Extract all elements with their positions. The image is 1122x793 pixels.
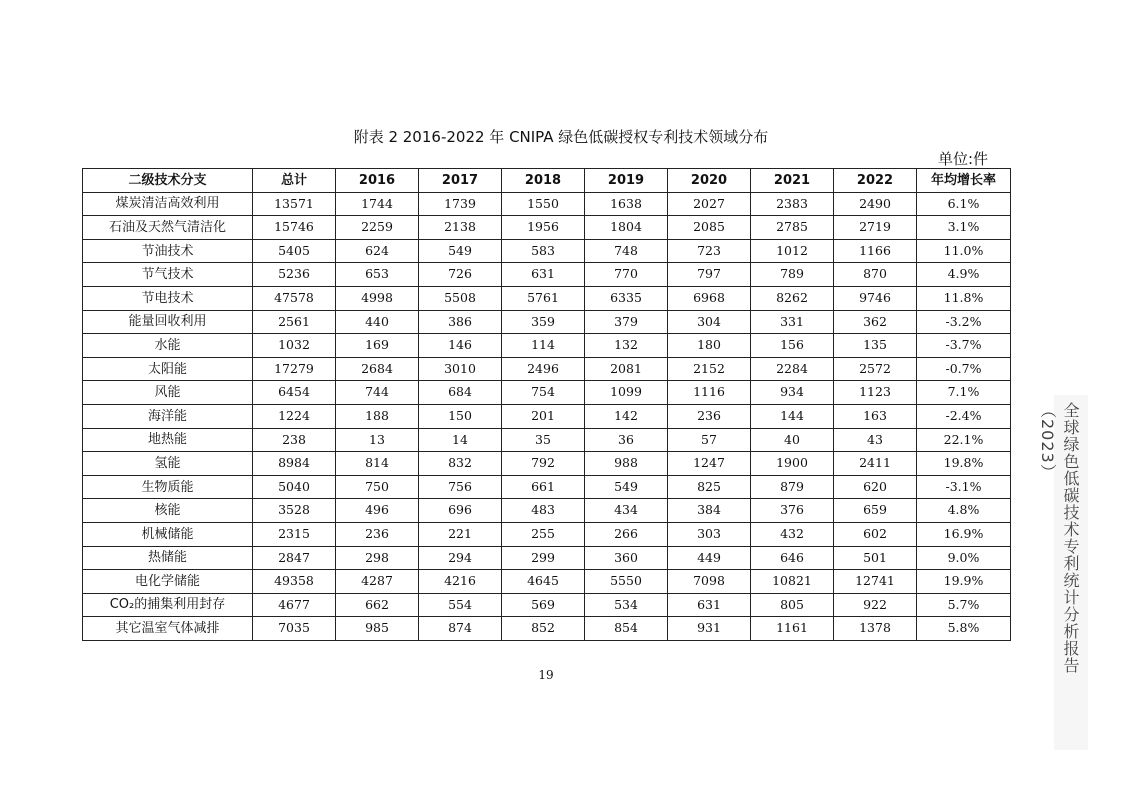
growth-rate-cell: 5.8% — [917, 617, 1011, 641]
column-header: 2016 — [336, 169, 419, 193]
table-row — [83, 593, 1011, 617]
count-cell: 624 — [336, 239, 419, 263]
tech-branch-cell: 生物质能 — [83, 475, 253, 499]
growth-rate-cell: 19.9% — [917, 570, 1011, 594]
count-cell: 631 — [668, 593, 751, 617]
tech-branch-cell: 核能 — [83, 499, 253, 523]
count-cell: 132 — [585, 334, 668, 358]
count-cell: 432 — [751, 522, 834, 546]
count-cell: 376 — [751, 499, 834, 523]
count-cell: 985 — [336, 617, 419, 641]
count-cell: 303 — [668, 522, 751, 546]
growth-rate-cell: -0.7% — [917, 357, 1011, 381]
count-cell: 797 — [668, 263, 751, 287]
tech-branch-cell: 节电技术 — [83, 286, 253, 310]
count-cell: 135 — [834, 334, 917, 358]
growth-rate-cell: -3.2% — [917, 310, 1011, 334]
count-cell: 12741 — [834, 570, 917, 594]
count-cell: 10821 — [751, 570, 834, 594]
column-header: 2021 — [751, 169, 834, 193]
count-cell: 142 — [585, 404, 668, 428]
count-cell: 2496 — [502, 357, 585, 381]
count-cell: 188 — [336, 404, 419, 428]
count-cell: 4216 — [419, 570, 502, 594]
count-cell: 2284 — [751, 357, 834, 381]
count-cell: 1900 — [751, 452, 834, 476]
tech-branch-cell: 地热能 — [83, 428, 253, 452]
count-cell: 653 — [336, 263, 419, 287]
growth-rate-cell: -3.1% — [917, 475, 1011, 499]
column-header: 总计 — [253, 169, 336, 193]
count-cell: 1123 — [834, 381, 917, 405]
count-cell: 620 — [834, 475, 917, 499]
count-cell: 57 — [668, 428, 751, 452]
count-cell: 294 — [419, 546, 502, 570]
count-cell: 659 — [834, 499, 917, 523]
count-cell: 1032 — [253, 334, 336, 358]
tech-branch-cell: 太阳能 — [83, 357, 253, 381]
table-row — [83, 404, 1011, 428]
count-cell: 1247 — [668, 452, 751, 476]
count-cell: 6454 — [253, 381, 336, 405]
column-header: 2017 — [419, 169, 502, 193]
count-cell: 931 — [668, 617, 751, 641]
table-row — [83, 239, 1011, 263]
count-cell: 440 — [336, 310, 419, 334]
count-cell: 744 — [336, 381, 419, 405]
count-cell: 2490 — [834, 192, 917, 216]
column-header: 2022 — [834, 169, 917, 193]
count-cell: 13571 — [253, 192, 336, 216]
count-cell: 2785 — [751, 216, 834, 240]
count-cell: 379 — [585, 310, 668, 334]
tech-branch-cell: 氢能 — [83, 452, 253, 476]
table-row — [83, 428, 1011, 452]
count-cell: 2383 — [751, 192, 834, 216]
count-cell: 988 — [585, 452, 668, 476]
count-cell: 2847 — [253, 546, 336, 570]
growth-rate-cell: 11.8% — [917, 286, 1011, 310]
table-row — [83, 357, 1011, 381]
count-cell: 2411 — [834, 452, 917, 476]
count-cell: 146 — [419, 334, 502, 358]
count-cell: 662 — [336, 593, 419, 617]
count-cell: 8984 — [253, 452, 336, 476]
count-cell: 792 — [502, 452, 585, 476]
count-cell: 47578 — [253, 286, 336, 310]
count-cell: 1956 — [502, 216, 585, 240]
tech-branch-cell: 节气技术 — [83, 263, 253, 287]
count-cell: 1739 — [419, 192, 502, 216]
count-cell: 549 — [419, 239, 502, 263]
count-cell: 696 — [419, 499, 502, 523]
column-header: 年均增长率 — [917, 169, 1011, 193]
table-header-row — [83, 169, 1011, 193]
count-cell: 2719 — [834, 216, 917, 240]
count-cell: 236 — [668, 404, 751, 428]
column-header: 二级技术分支 — [83, 169, 253, 193]
count-cell: 36 — [585, 428, 668, 452]
count-cell: 304 — [668, 310, 751, 334]
count-cell: 17279 — [253, 357, 336, 381]
count-cell: 15746 — [253, 216, 336, 240]
count-cell: 496 — [336, 499, 419, 523]
count-cell: 2315 — [253, 522, 336, 546]
count-cell: 144 — [751, 404, 834, 428]
count-cell: 501 — [834, 546, 917, 570]
count-cell: 8262 — [751, 286, 834, 310]
count-cell: 750 — [336, 475, 419, 499]
table-row — [83, 381, 1011, 405]
count-cell: 1550 — [502, 192, 585, 216]
count-cell: 266 — [585, 522, 668, 546]
table-title: 附表 2 2016-2022 年 CNIPA 绿色低碳授权专利技术领域分布 — [353, 128, 769, 146]
count-cell: 3010 — [419, 357, 502, 381]
growth-rate-cell: 11.0% — [917, 239, 1011, 263]
count-cell: 554 — [419, 593, 502, 617]
count-cell: 569 — [502, 593, 585, 617]
tech-branch-cell: 煤炭清洁高效利用 — [83, 192, 253, 216]
column-header: 2018 — [502, 169, 585, 193]
count-cell: 360 — [585, 546, 668, 570]
table-row — [83, 522, 1011, 546]
count-cell: 384 — [668, 499, 751, 523]
column-header: 2020 — [668, 169, 751, 193]
count-cell: 661 — [502, 475, 585, 499]
count-cell: 1378 — [834, 617, 917, 641]
count-cell: 156 — [751, 334, 834, 358]
table-row — [83, 192, 1011, 216]
count-cell: 331 — [751, 310, 834, 334]
count-cell: 7035 — [253, 617, 336, 641]
table-row — [83, 310, 1011, 334]
count-cell: 362 — [834, 310, 917, 334]
count-cell: 6335 — [585, 286, 668, 310]
count-cell: 6968 — [668, 286, 751, 310]
count-cell: 14 — [419, 428, 502, 452]
count-cell: 583 — [502, 239, 585, 263]
count-cell: 726 — [419, 263, 502, 287]
table-row — [83, 617, 1011, 641]
count-cell: 825 — [668, 475, 751, 499]
count-cell: 1161 — [751, 617, 834, 641]
count-cell: 3528 — [253, 499, 336, 523]
count-cell: 754 — [502, 381, 585, 405]
count-cell: 1012 — [751, 239, 834, 263]
count-cell: 5761 — [502, 286, 585, 310]
count-cell: 832 — [419, 452, 502, 476]
growth-rate-cell: 4.9% — [917, 263, 1011, 287]
count-cell: 814 — [336, 452, 419, 476]
count-cell: 922 — [834, 593, 917, 617]
count-cell: 1099 — [585, 381, 668, 405]
count-cell: 163 — [834, 404, 917, 428]
column-header: 2019 — [585, 169, 668, 193]
count-cell: 2152 — [668, 357, 751, 381]
table-row — [83, 286, 1011, 310]
count-cell: 852 — [502, 617, 585, 641]
count-cell: 236 — [336, 522, 419, 546]
tech-branch-cell: 石油及天然气清洁化 — [83, 216, 253, 240]
table-row — [83, 263, 1011, 287]
table-row — [83, 570, 1011, 594]
tech-branch-cell: 电化学储能 — [83, 570, 253, 594]
growth-rate-cell: -3.7% — [917, 334, 1011, 358]
count-cell: 631 — [502, 263, 585, 287]
count-cell: 7098 — [668, 570, 751, 594]
count-cell: 434 — [585, 499, 668, 523]
tech-branch-cell: 水能 — [83, 334, 253, 358]
count-cell: 169 — [336, 334, 419, 358]
count-cell: 5405 — [253, 239, 336, 263]
count-cell: 359 — [502, 310, 585, 334]
tech-branch-cell: 海洋能 — [83, 404, 253, 428]
growth-rate-cell: 16.9% — [917, 522, 1011, 546]
count-cell: 748 — [585, 239, 668, 263]
count-cell: 549 — [585, 475, 668, 499]
patent-distribution-table — [82, 168, 1011, 641]
count-cell: 35 — [502, 428, 585, 452]
count-cell: 298 — [336, 546, 419, 570]
growth-rate-cell: 5.7% — [917, 593, 1011, 617]
count-cell: 805 — [751, 593, 834, 617]
count-cell: 43 — [834, 428, 917, 452]
count-cell: 2085 — [668, 216, 751, 240]
count-cell: 756 — [419, 475, 502, 499]
growth-rate-cell: 6.1% — [917, 192, 1011, 216]
count-cell: 723 — [668, 239, 751, 263]
count-cell: 1638 — [585, 192, 668, 216]
count-cell: 2561 — [253, 310, 336, 334]
table-row — [83, 499, 1011, 523]
count-cell: 1166 — [834, 239, 917, 263]
count-cell: 221 — [419, 522, 502, 546]
count-cell: 9746 — [834, 286, 917, 310]
count-cell: 449 — [668, 546, 751, 570]
count-cell: 770 — [585, 263, 668, 287]
count-cell: 5550 — [585, 570, 668, 594]
tech-branch-cell: 能量回收利用 — [83, 310, 253, 334]
count-cell: 40 — [751, 428, 834, 452]
count-cell: 646 — [751, 546, 834, 570]
count-cell: 2027 — [668, 192, 751, 216]
count-cell: 201 — [502, 404, 585, 428]
count-cell: 180 — [668, 334, 751, 358]
growth-rate-cell: 4.8% — [917, 499, 1011, 523]
count-cell: 602 — [834, 522, 917, 546]
count-cell: 483 — [502, 499, 585, 523]
count-cell: 870 — [834, 263, 917, 287]
count-cell: 2081 — [585, 357, 668, 381]
unit-label: 单位:件 — [938, 150, 989, 168]
count-cell: 150 — [419, 404, 502, 428]
growth-rate-cell: 7.1% — [917, 381, 1011, 405]
tech-branch-cell: 节油技术 — [83, 239, 253, 263]
table-row — [83, 216, 1011, 240]
count-cell: 299 — [502, 546, 585, 570]
count-cell: 684 — [419, 381, 502, 405]
table-row — [83, 334, 1011, 358]
count-cell: 5236 — [253, 263, 336, 287]
count-cell: 4645 — [502, 570, 585, 594]
count-cell: 1224 — [253, 404, 336, 428]
count-cell: 386 — [419, 310, 502, 334]
count-cell: 114 — [502, 334, 585, 358]
tech-branch-cell: CO₂的捕集利用封存 — [83, 593, 253, 617]
count-cell: 1116 — [668, 381, 751, 405]
count-cell: 5508 — [419, 286, 502, 310]
table-row — [83, 475, 1011, 499]
growth-rate-cell: 19.8% — [917, 452, 1011, 476]
count-cell: 789 — [751, 263, 834, 287]
count-cell: 49358 — [253, 570, 336, 594]
tech-branch-cell: 热储能 — [83, 546, 253, 570]
count-cell: 2138 — [419, 216, 502, 240]
tech-branch-cell: 风能 — [83, 381, 253, 405]
count-cell: 2572 — [834, 357, 917, 381]
table-row — [83, 546, 1011, 570]
count-cell: 1744 — [336, 192, 419, 216]
tech-branch-cell: 其它温室气体减排 — [83, 617, 253, 641]
count-cell: 4287 — [336, 570, 419, 594]
count-cell: 255 — [502, 522, 585, 546]
growth-rate-cell: 22.1% — [917, 428, 1011, 452]
count-cell: 854 — [585, 617, 668, 641]
count-cell: 238 — [253, 428, 336, 452]
count-cell: 4677 — [253, 593, 336, 617]
count-cell: 879 — [751, 475, 834, 499]
count-cell: 5040 — [253, 475, 336, 499]
count-cell: 934 — [751, 381, 834, 405]
count-cell: 874 — [419, 617, 502, 641]
count-cell: 4998 — [336, 286, 419, 310]
count-cell: 13 — [336, 428, 419, 452]
growth-rate-cell: 3.1% — [917, 216, 1011, 240]
table-row — [83, 452, 1011, 476]
count-cell: 1804 — [585, 216, 668, 240]
side-report-label: 全球绿色低碳技术专利统计分析报告（2023） — [1038, 402, 1080, 674]
count-cell: 534 — [585, 593, 668, 617]
page-number: 19 — [538, 668, 554, 682]
count-cell: 2259 — [336, 216, 419, 240]
growth-rate-cell: -2.4% — [917, 404, 1011, 428]
count-cell: 2684 — [336, 357, 419, 381]
growth-rate-cell: 9.0% — [917, 546, 1011, 570]
tech-branch-cell: 机械储能 — [83, 522, 253, 546]
